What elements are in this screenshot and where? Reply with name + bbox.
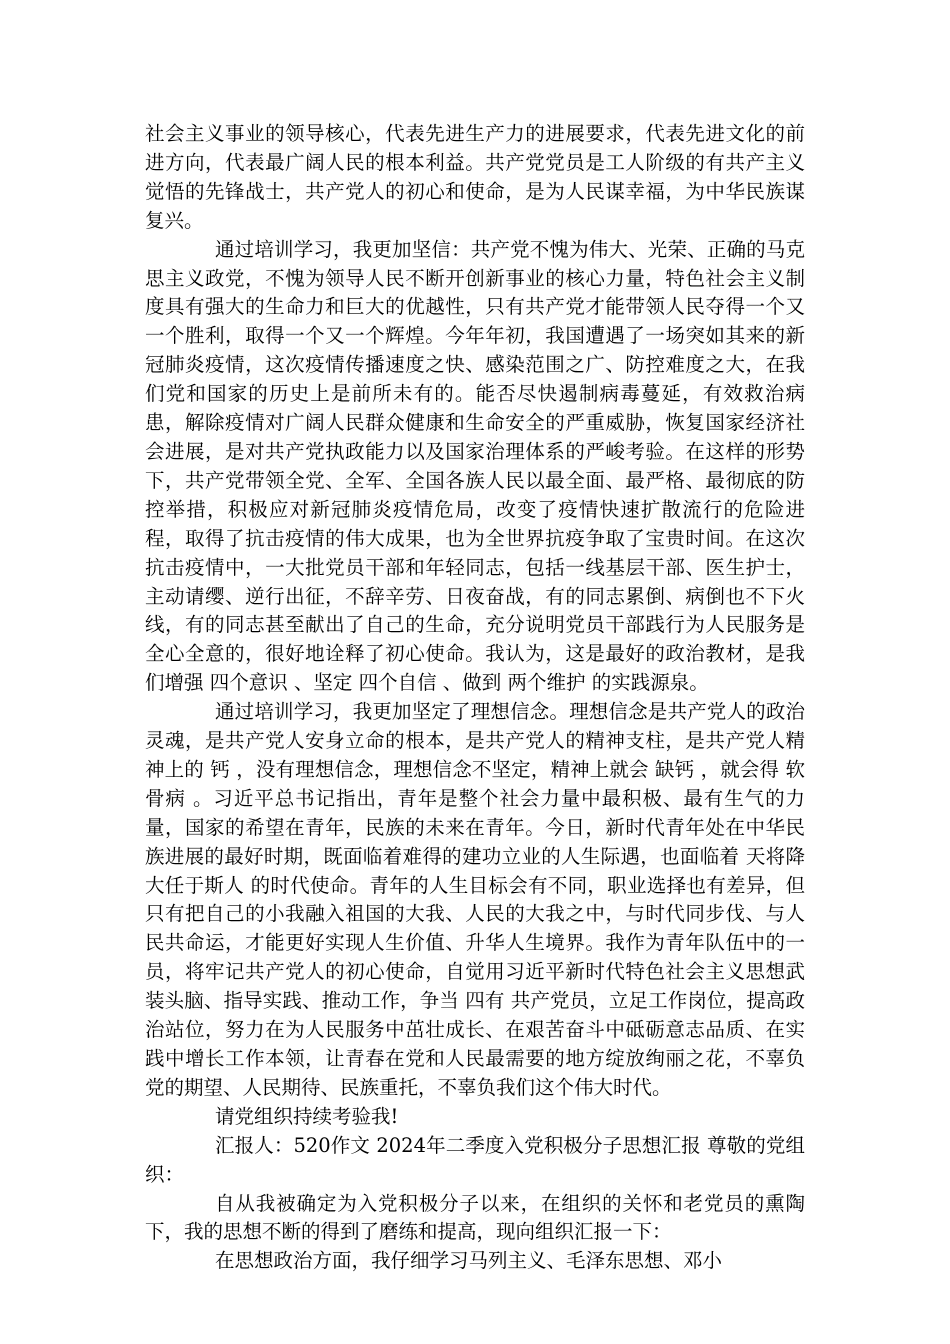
paragraph-1: 社会主义事业的领导核心，代表先进生产力的进展要求，代表先进文化的前进方向，代表最广阔人民的根本利益。共产党党员是工人阶级的有共产主义觉悟的先锋战士，共产党人的初心和使命，是为人民谋幸福，为中华民族谋复兴。	[145, 122, 805, 232]
paragraph-7: 在思想政治方面，我仔细学习马列主义、毛泽东思想、邓小	[215, 1249, 723, 1273]
paragraph-4: 请党组织持续考验我!	[215, 1104, 399, 1128]
paragraph-6: 自从我被确定为入党积极分子以来，在组织的关怀和老党员的熏陶下，我的思想不断的得到了磨练和提高，现向组织汇报一下：	[145, 1191, 805, 1244]
paragraph-2: 通过培训学习，我更加坚信：共产党不愧为伟大、光荣、正确的马克思主义政党，不愧为领导人民不断开创新事业的核心力量，特色社会主义制度具有强大的生命力和巨大的优越性，只有共产党才能带领人民夺得一个又一个胜利，取得一个又一个辉煌。今年年初，我国遭遇了一场突如其来的新冠肺炎疫情，这次疫情传播速度之快、感染范围之广、防控难度之大，在我们党和国家的历史上是前所未有的。能否尽快遏制病毒蔓延，有效救治病患，解除疫情对广阔人民群众健康和生命安全的严重威胁，恢复国家经济社会进展，是对共产党执政能力以及国家治理体系的严峻考验。在这样的形势下，共产党带领全党、全军、全国各族人民以最全面、最严格、最彻底的防控举措，积极应对新冠肺炎疫情危局，改变了疫情快速扩散流行的危险进程，取得了抗击疫情的伟大成果，也为全世界抗疫争取了宝贵时间。在这次抗击疫情中，一大批党员干部和年轻同志，包括一线基层干部、医生护士，主动请缨、逆行出征，不辞辛劳、日夜奋战，有的同志累倒、病倒也不下火线，有的同志甚至献出了自己的生命，充分说明党员干部践行为人民服务是全心全意的，很好地诠释了初心使命。我认为，这是最好的政治教材，是我们增强 四个意识 、坚定 四个自信 、做到 两个维护 的实践源泉。	[145, 237, 805, 695]
document-body	[145, 120, 805, 1276]
paragraph-5: 汇报人：520作文 2024年二季度入党积极分子思想汇报 尊敬的党组织：	[145, 1133, 805, 1186]
paragraph-3: 通过培训学习，我更加坚定了理想信念。理想信念是共产党人的政治灵魂，是共产党人安身立命的根本，是共产党人的精神支柱，是共产党人精神上的 钙 ，没有理想信念，理想信念不坚定，精神上就会 缺钙 ，就会得 软骨病 。习近平总书记指出，青年是整个社会力量中最积极、最有生气的力量，国家的希望在青年，民族的未来在青年。今日，新时代青年处在中华民族进展的最好时期，既面临着难得的建功立业的人生际遇，也面临着 天将降大任于斯人 的时代使命。青年的人生目标会有不同，职业选择也有差异，但只有把自己的小我融入祖国的大我、人民的大我之中，与时代同步伐、与人民共命运，才能更好实现人生价值、升华人生境界。我作为青年队伍中的一员，将牢记共产党人的初心使命，自觉用习近平新时代特色社会主义思想武装头脑、指导实践、推动工作，争当 四有 共产党员，立足工作岗位，提高政治站位，努力在为人民服务中茁壮成长、在艰苦奋斗中砥砺意志品质、在实践中增长工作本领，让青春在党和人民最需要的地方绽放绚丽之花，不辜负党的期望、人民期待、民族重托，不辜负我们这个伟大时代。	[145, 700, 805, 1099]
